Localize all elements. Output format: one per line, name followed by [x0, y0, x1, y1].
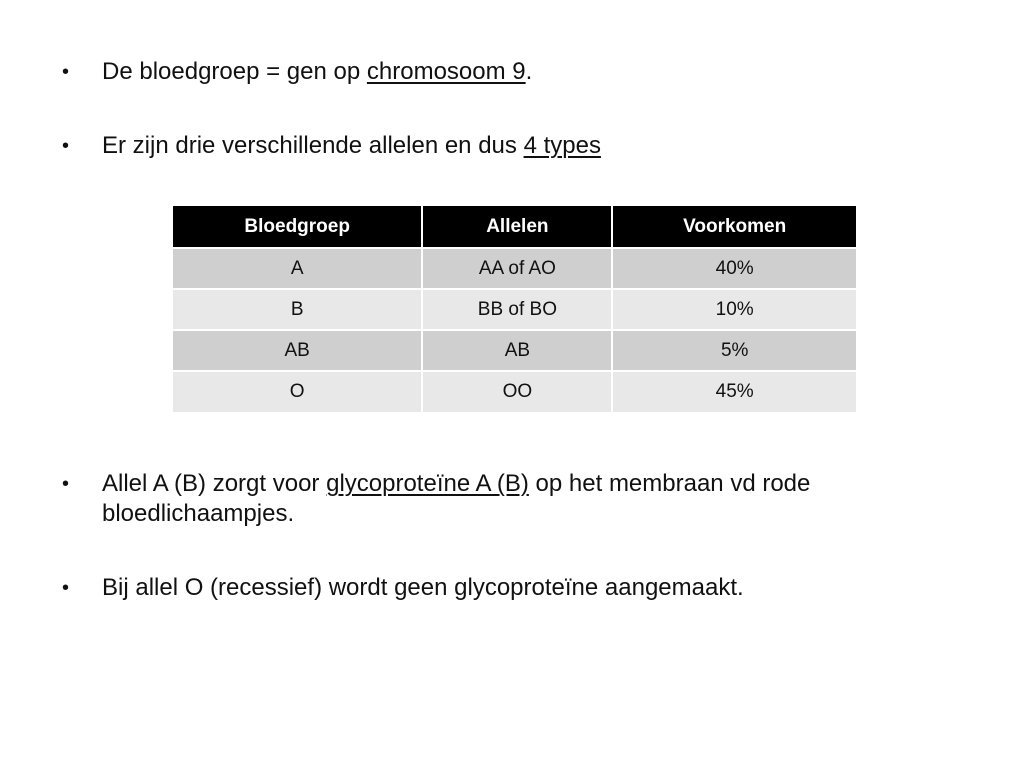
cell-voorkomen: 40% [612, 248, 856, 289]
bullet-text-post: . [525, 58, 533, 85]
header-bloedgroep: Bloedgroep [173, 206, 422, 248]
bullet-dot: • [62, 135, 70, 157]
cell-bloedgroep: O [173, 371, 422, 412]
bullet-alleles [62, 131, 962, 161]
bullet-text [102, 57, 962, 87]
bullet-text-post: op het membraan vd rode bloedlichaampjes. [102, 470, 811, 527]
cell-allelen: OO [422, 371, 612, 412]
bullet-text-underlined: chromosoom 9 [366, 58, 526, 85]
bullet-text-pre: Allel A (B) zorgt voor [102, 470, 327, 497]
bullet-text-underlined: glycoproteïne A (B) [326, 470, 529, 497]
bullet-dot: • [62, 473, 70, 495]
blood-group-table [173, 206, 856, 412]
bullet-text [102, 131, 962, 161]
header-voorkomen: Voorkomen [612, 206, 856, 248]
table-row [173, 248, 856, 289]
cell-bloedgroep: B [173, 289, 422, 330]
table-row [173, 289, 856, 330]
cell-allelen: AB [422, 330, 612, 371]
bullet-text: Bij allel O (recessief) wordt geen glycoproteïne aangemaakt. [102, 574, 744, 601]
bullet-text-pre: De bloedgroep = gen op [102, 58, 367, 85]
cell-bloedgroep: A [173, 248, 422, 289]
bullet-glycoprotein [62, 469, 962, 529]
bullet-chromosome [62, 57, 962, 87]
bullet-text-underlined: 4 types [523, 132, 601, 159]
cell-allelen: AA of AO [422, 248, 612, 289]
bullet-dot: • [62, 61, 70, 83]
cell-voorkomen: 10% [612, 289, 856, 330]
bullet-recessive [62, 573, 962, 603]
table-row [173, 330, 856, 371]
bullet-dot: • [62, 577, 70, 599]
table-header-row [173, 206, 856, 248]
cell-bloedgroep: AB [173, 330, 422, 371]
cell-voorkomen: 45% [715, 381, 754, 402]
bullet-text-pre: Er zijn drie verschillende allelen en dus [102, 132, 524, 159]
cell-voorkomen: 5% [612, 330, 856, 371]
bullet-text [102, 469, 962, 529]
header-allelen: Allelen [422, 206, 612, 248]
cell-allelen: BB of BO [422, 289, 612, 330]
table-row [173, 371, 856, 412]
